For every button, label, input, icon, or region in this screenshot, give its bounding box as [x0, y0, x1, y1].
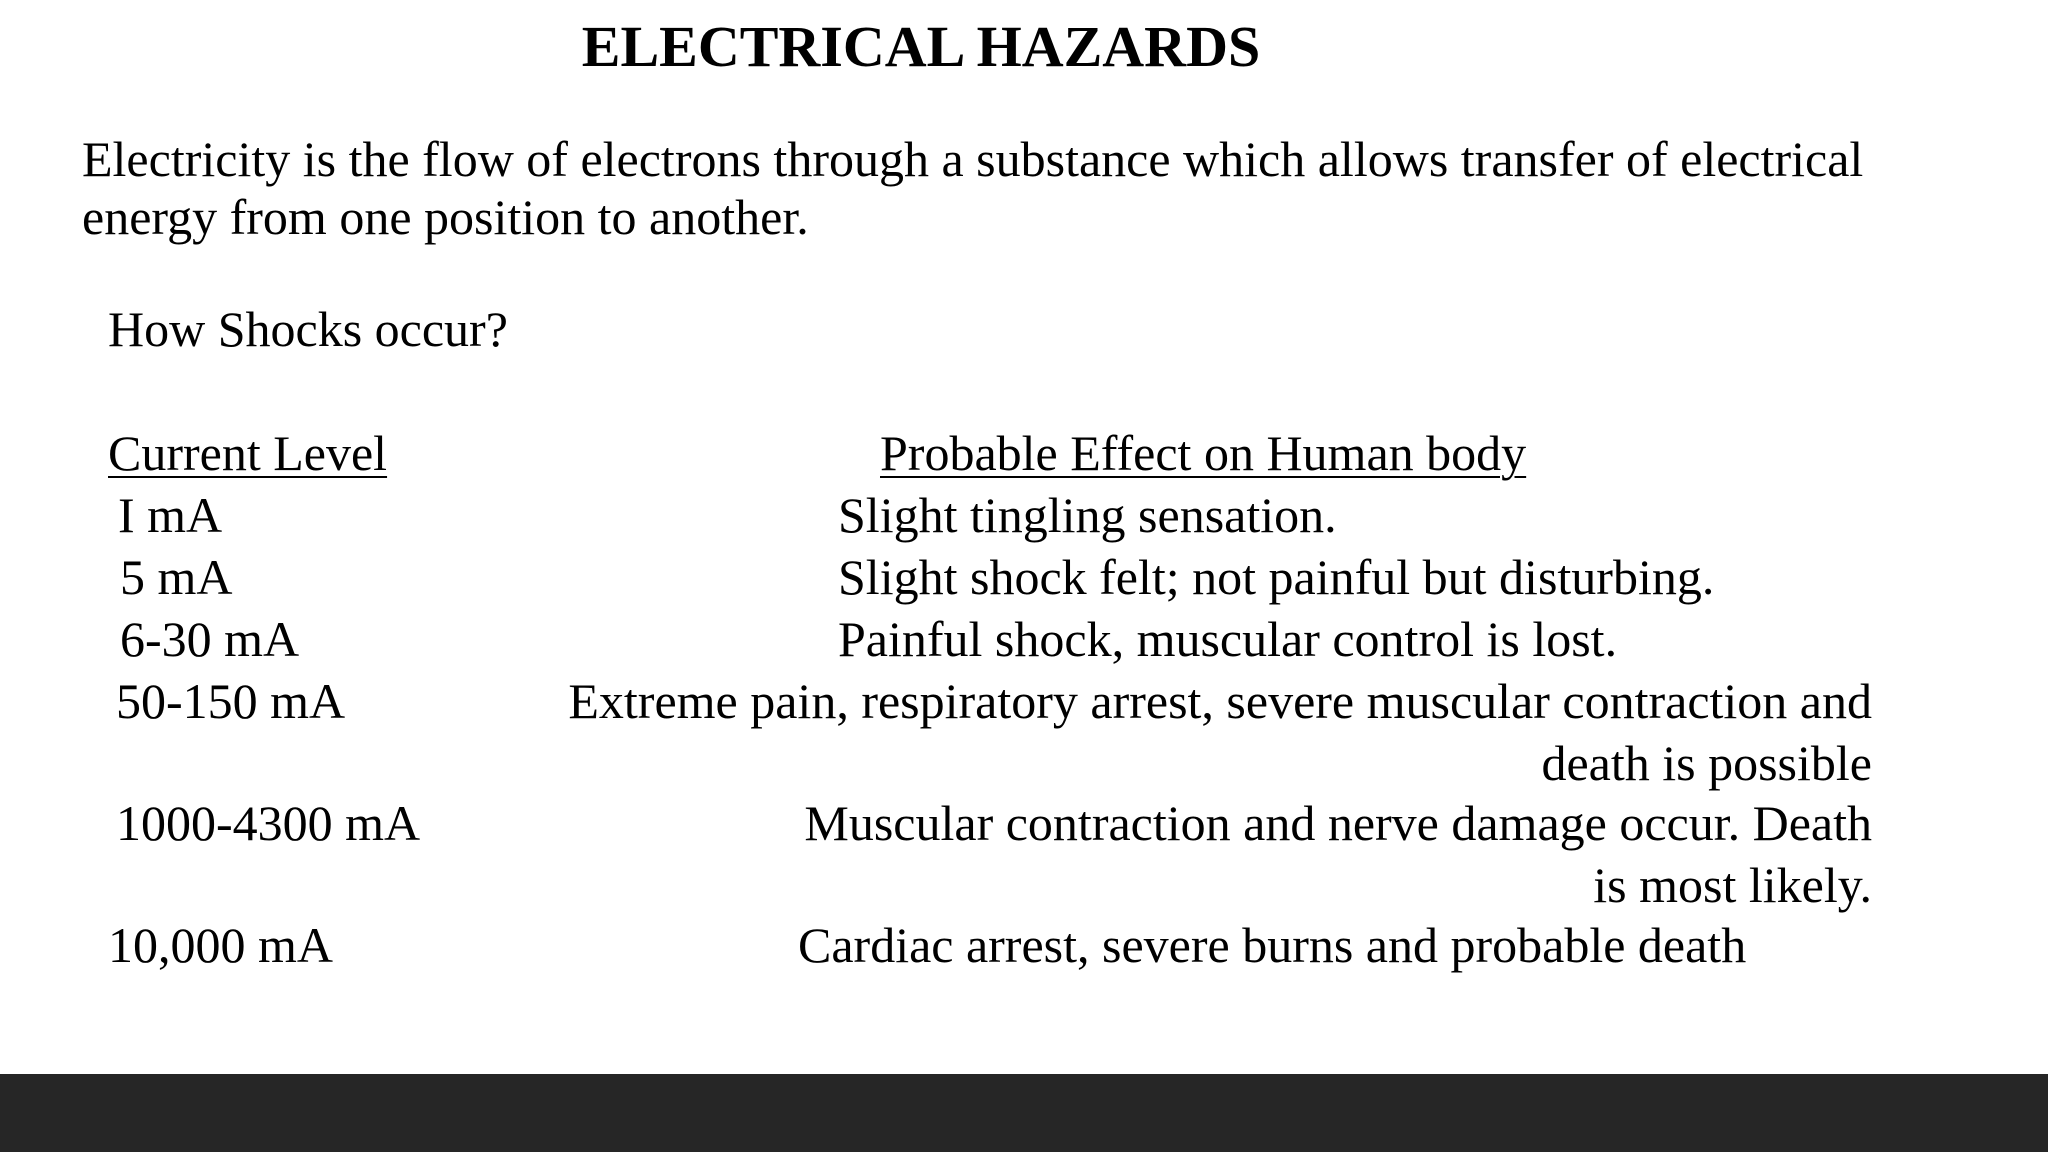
effect-cell	[838, 608, 1617, 670]
effect-line: Slight shock felt; not painful but disturbing.	[838, 549, 1715, 605]
effect-line: death is possible	[1541, 735, 1872, 791]
current-level-cell: 50-150 mA	[116, 673, 346, 729]
effect-line: is most likely.	[1593, 857, 1872, 913]
effect-cell	[798, 914, 1746, 976]
current-level-cell: 6-30 mA	[120, 611, 300, 667]
effect-line: Extreme pain, respiratory arrest, severe muscular contraction and	[568, 673, 1872, 729]
effect-cell	[568, 670, 1872, 794]
intro-line-2: energy from one position to another.	[82, 189, 809, 245]
effect-line: Painful shock, muscular control is lost.	[838, 611, 1618, 667]
effect-line: Muscular contraction and nerve damage occur. Death	[804, 795, 1872, 851]
current-level-cell: 1000-4300 mA	[116, 795, 421, 851]
effect-line: Cardiac arrest, severe burns and probable death	[798, 917, 1747, 973]
slide-title: ELECTRICAL HAZARDS	[581, 14, 1261, 79]
intro-paragraph	[82, 130, 2002, 246]
column-header-current-level: Current Level	[108, 425, 388, 481]
intro-line-1: Electricity is the flow of electrons through a substance which allows transfer of electrical	[82, 131, 1864, 187]
question-heading: How Shocks occur?	[108, 301, 508, 357]
footer-bar	[0, 1074, 2048, 1152]
effect-cell	[804, 792, 1872, 916]
effect-cell	[838, 546, 1714, 608]
current-level-cell: I mA	[118, 487, 223, 543]
current-level-cell: 10,000 mA	[108, 917, 333, 973]
column-header-probable-effect: Probable Effect on Human body	[880, 425, 1527, 481]
current-level-cell: 5 mA	[120, 549, 233, 605]
effect-cell	[838, 484, 1337, 546]
effect-line: Slight tingling sensation.	[838, 487, 1337, 543]
